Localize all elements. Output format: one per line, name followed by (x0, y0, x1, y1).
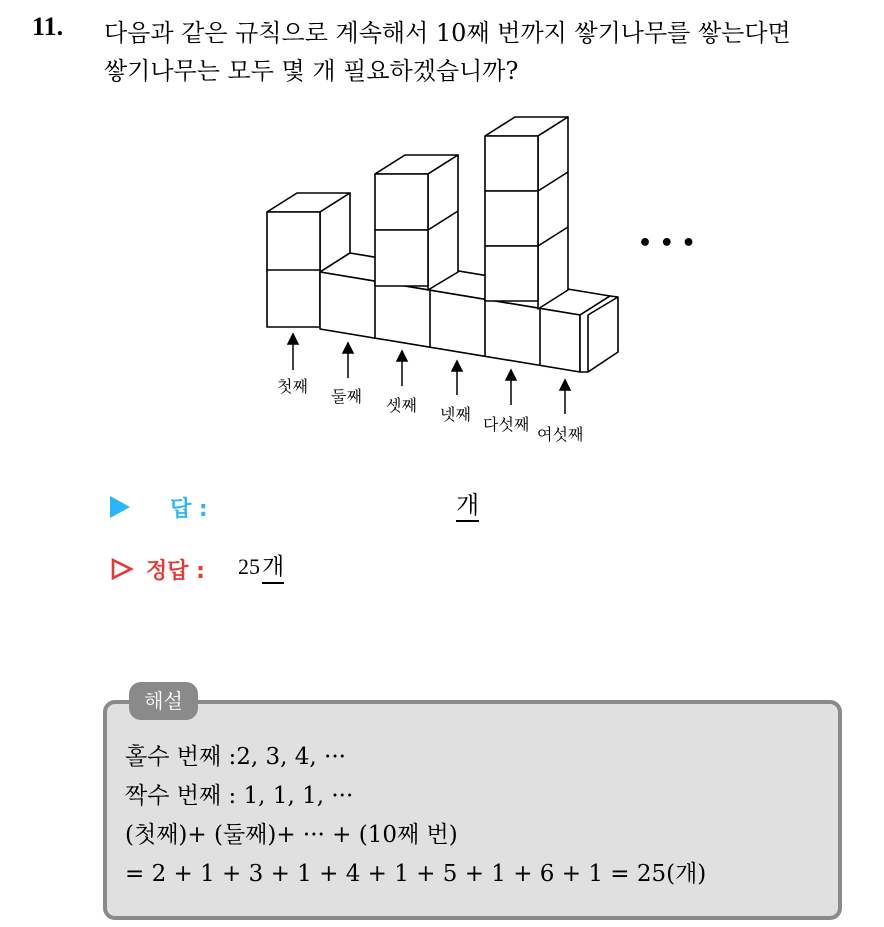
correct-unit: 개 (262, 552, 284, 584)
question-number: 11. (32, 12, 64, 41)
question-text-line2: 쌓기나무는 모두 몇 개 필요하겠습니까? (104, 57, 519, 85)
solution-line-4: = 2 + 1 + 3 + 1 + 4 + 1 + 5 + 1 + 6 + 1 = 25(개) (125, 861, 707, 887)
solution-line-1: 홀수 번째 :2, 3, 4, ··· (125, 744, 346, 770)
figure-label-6: 여섯째 (537, 425, 584, 444)
correct-answer-row (110, 554, 510, 586)
figure-label-4: 넷째 (440, 405, 471, 424)
solution-line-2: 짝수 번째 : 1, 1, 1, ··· (125, 783, 354, 809)
figure-ellipsis: • • • (638, 231, 696, 256)
answer-unit: 개 (456, 490, 479, 522)
figure-label-5: 다섯째 (483, 415, 530, 434)
solution-line-3: (첫째)+ (둘째)+ ··· + (10째 번) (125, 822, 458, 848)
figure-label-3: 셋째 (386, 396, 417, 415)
correct-label: 정답 : (146, 559, 205, 584)
answer-row (110, 492, 510, 524)
column-5 (485, 117, 568, 309)
answer-label: 답 : (170, 497, 208, 522)
correct-value: 25 (238, 554, 260, 579)
solution-tab: 해설 (129, 682, 198, 720)
correct-triangle-icon (110, 557, 134, 581)
figure-label-2: 둘째 (331, 387, 362, 406)
base-row (320, 253, 618, 372)
figure-label-1: 첫째 (277, 377, 308, 396)
column-3 (375, 155, 458, 290)
question-text-line1: 다음과 같은 규칙으로 계속해서 10째 번까지 쌓기나무를 쌓는다면 (104, 19, 791, 47)
answer-triangle-icon (110, 496, 130, 518)
